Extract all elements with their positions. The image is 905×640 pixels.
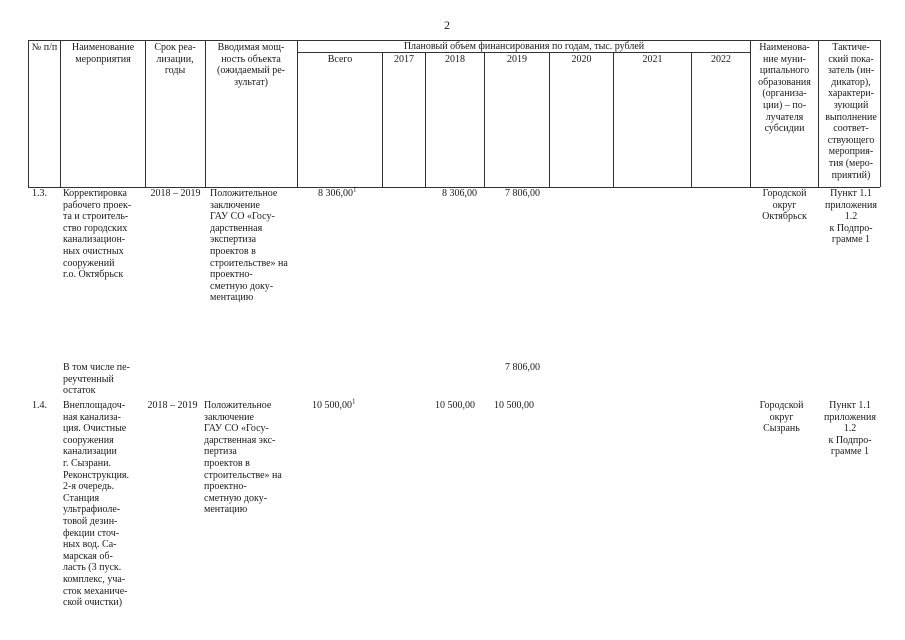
header-year-2020: 2020 — [571, 54, 592, 65]
row-1.4-total: 10 500,00$^1$ — [312, 397, 356, 411]
row-1.4-2018: 10 500,00 — [435, 400, 475, 411]
row-1.3-recipient: Городской округ Октябрьск — [762, 188, 807, 223]
header-year-2019: 2019 — [507, 54, 527, 65]
page-number: 2 — [444, 18, 450, 32]
header-capacity: Вводимая мощ- ность объекта (ожидаемый ре- зультат) — [217, 42, 285, 88]
row-1.4-capacity: Положительное заключение ГАУ СО «Госу- дарственная экс- пертиза проектов в строительстве» на проектно- сметную доку- ментацию — [204, 400, 282, 516]
col-border — [425, 52, 426, 187]
row-1.4-term: 2018 – 2019 — [147, 400, 198, 411]
header-year-2017: 2017 — [394, 54, 414, 65]
header-name: Наименование мероприятия — [71, 42, 135, 65]
row-1.4-2019: 10 500,00 — [494, 400, 534, 411]
header-financing: Плановый объем финансирования по годам, тыс. рублей — [403, 41, 645, 52]
header-term: Срок реа- лизации, годы — [154, 42, 196, 77]
col-border — [484, 52, 485, 187]
header-total: Всего — [327, 54, 353, 65]
row-1.3-term: 2018 – 2019 — [150, 188, 201, 199]
col-border — [382, 52, 383, 187]
col-border — [28, 40, 29, 187]
row-1.4-name: Внеплощадоч- ная канализа- ция. Очистные сооружения канализации г. Сызрани. Реконструкция. 2-я очередь. Станция ультрафиоле- товой дезин- фекции сточ- ных вод. Са- марская об- ласть (3 пуск. комплекс, уча- сток механиче- ской очистки) — [63, 400, 130, 609]
row-1.3-2019: 7 806,00 — [505, 188, 540, 199]
row-1.4-num: 1.4. — [32, 400, 47, 411]
row-1.4-indicator: Пункт 1.1 приложения 1.2 к Подпро- грамме 1 — [824, 400, 876, 458]
row-1.3-num: 1.3. — [32, 188, 47, 199]
col-border — [205, 40, 206, 187]
row-1.3-subrow-2019: 7 806,00 — [505, 362, 540, 373]
col-border — [549, 52, 550, 187]
row-1.4-recipient: Городской округ Сызрань — [759, 400, 804, 435]
row-1.3-name: Корректировка рабочего проек- та и строитель- ство городских канализацион- ных очистных сооружений г.о. Октябрьск — [63, 188, 132, 281]
header-year-2018: 2018 — [445, 54, 465, 65]
col-border — [60, 40, 61, 187]
header-year-2021: 2021 — [642, 54, 663, 65]
col-border — [691, 52, 692, 187]
row-1.3-total: 8 306,00$^1$ — [318, 185, 357, 199]
row-1.3-indicator: Пункт 1.1 приложения 1.2 к Подпро- грамме 1 — [825, 188, 877, 246]
row-1.3-capacity: Положительное заключение ГАУ СО «Госу- дарственная экспертиза проектов в строительстве» на проектно- сметную доку- ментацию — [210, 188, 288, 304]
header-year-2022: 2022 — [711, 54, 731, 65]
col-border — [613, 52, 614, 187]
row-1.3-2018: 8 306,00 — [442, 188, 477, 199]
header-recipient: Наименова- ние муни- ципального образования (организа- ции) – по- лучателя субсидии — [758, 42, 811, 135]
header-indicator: Тактиче- ский пока- затель (ин- дикатор), характери- зующий выполнение соответ- ствующего мероприя- тия (меро- приятий) — [825, 42, 877, 181]
row-1.3-subrow-name: В том числе пе- реучтенный остаток — [63, 362, 130, 397]
header-num: № п/п — [31, 42, 58, 53]
